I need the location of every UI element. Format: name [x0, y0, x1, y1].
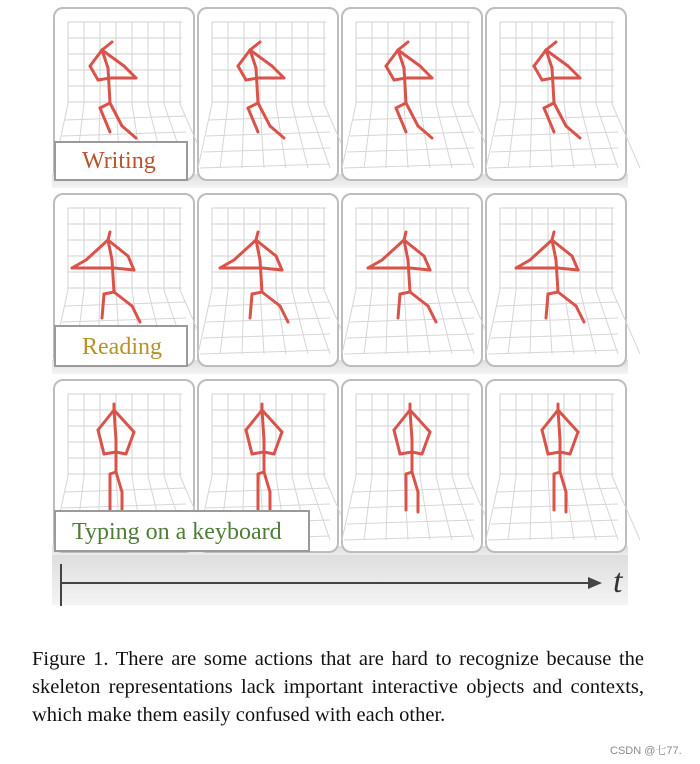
skeleton-frame-r1-c4	[486, 8, 640, 180]
figure-caption: Figure 1. There are some actions that are hard to recognize because the skeleton representations lack important interactive objects and contexts, which make them easily confused with each other.	[32, 648, 644, 726]
skeleton-frame-r3-c4	[486, 380, 640, 552]
skeleton-frame-r1-c2	[198, 8, 352, 180]
skeleton-frame-r2-c3	[342, 194, 496, 366]
time-axis-label: t	[613, 563, 623, 600]
action-label-writing: Writing	[54, 141, 188, 181]
watermark: CSDN @七77.	[610, 745, 682, 757]
skeleton-frame-r2-c2	[198, 194, 352, 366]
action-label-typing: Typing on a keyboard	[54, 510, 310, 552]
action-label-reading: Reading	[54, 325, 188, 367]
skeleton-frame-r2-c4	[486, 194, 640, 366]
skeleton-frame-r1-c3	[342, 8, 496, 180]
skeleton-frame-r3-c3	[342, 380, 496, 552]
time-axis	[52, 555, 628, 606]
